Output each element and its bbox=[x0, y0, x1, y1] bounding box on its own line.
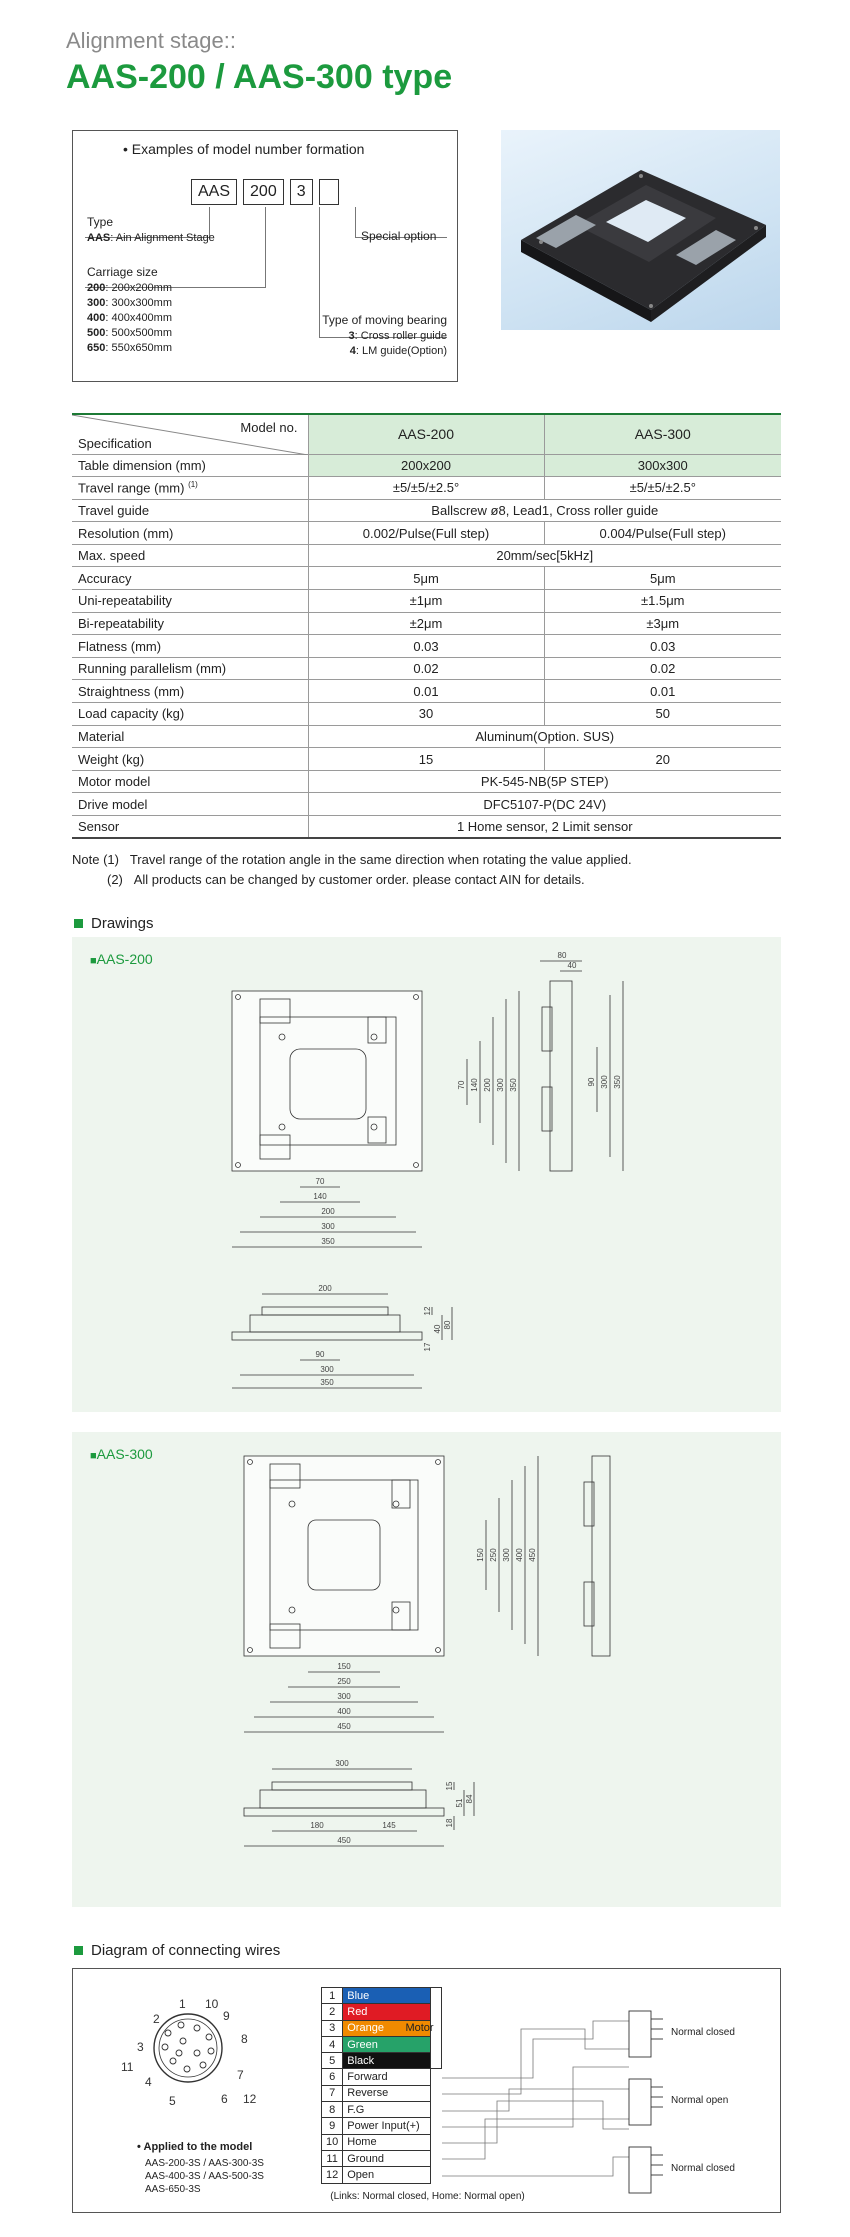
dim-label: 140 bbox=[470, 1078, 479, 1092]
dim-label: 51 bbox=[455, 1798, 464, 1808]
svg-text:11: 11 bbox=[121, 2060, 134, 2074]
spec-table bbox=[72, 413, 781, 839]
wire-pin-number: 4 bbox=[322, 2036, 343, 2052]
wire-name: F.G bbox=[343, 2102, 431, 2118]
wire-name: Ground bbox=[343, 2150, 431, 2166]
dim-label: 350 bbox=[320, 1378, 334, 1387]
table-row: Table dimension (mm) 200x200 300x300 bbox=[72, 454, 781, 477]
page-subtitle: Alignment stage:: bbox=[66, 28, 236, 53]
dim-label: 300 bbox=[600, 1075, 609, 1089]
model-number-heading: • Examples of model number formation bbox=[123, 141, 365, 157]
dim-label: 350 bbox=[321, 1237, 335, 1246]
table-row: Max. speed 20mm/sec[5kHz] bbox=[72, 544, 781, 567]
wiring-diagram-box bbox=[72, 1968, 781, 2213]
dim-label: 12 bbox=[423, 1306, 432, 1316]
table-row: Accuracy 5μm 5μm bbox=[72, 567, 781, 590]
dim-label: 300 bbox=[321, 1222, 335, 1231]
dim-label: 15 bbox=[445, 1781, 454, 1791]
svg-text:3: 3 bbox=[137, 2040, 144, 2054]
table-row: Drive model DFC5107-P(DC 24V) bbox=[72, 793, 781, 816]
code-bearing: 3 bbox=[290, 179, 313, 205]
dim-label: 250 bbox=[337, 1677, 351, 1686]
wire-pin-number: 10 bbox=[322, 2134, 343, 2150]
page-title: AAS-200 / AAS-300 type bbox=[66, 58, 453, 96]
svg-text:6: 6 bbox=[221, 2092, 228, 2106]
dim-label: 17 bbox=[423, 1342, 432, 1352]
dim-label: 400 bbox=[515, 1548, 524, 1562]
table-row: Travel guide Ballscrew ø8, Lead1, Cross roller guide bbox=[72, 499, 781, 522]
dim-label: 300 bbox=[337, 1692, 351, 1701]
table-row: Sensor 1 Home sensor, 2 Limit sensor bbox=[72, 816, 781, 839]
wiring-footer: (Links: Normal closed, Home: Normal open) bbox=[330, 2191, 525, 2202]
dim-label: 145 bbox=[382, 1821, 396, 1830]
dim-label: 70 bbox=[315, 1177, 325, 1186]
spec-header-row bbox=[72, 414, 781, 454]
wire-pin-number: 9 bbox=[322, 2118, 343, 2134]
wire-name: Orange bbox=[343, 2020, 431, 2036]
drawing-label-aas300: ■AAS-300 bbox=[90, 1446, 153, 1462]
table-row: Flatness (mm) 0.03 0.03 bbox=[72, 635, 781, 658]
svg-text:9: 9 bbox=[223, 2009, 230, 2023]
special-option-label: Special option bbox=[361, 229, 437, 243]
sensor-label-3: Normal closed bbox=[671, 2163, 735, 2174]
svg-text:2: 2 bbox=[153, 2012, 160, 2026]
dim-label: 300 bbox=[502, 1548, 511, 1562]
model-number-box bbox=[72, 130, 458, 382]
wire-name: Power Input(+) bbox=[343, 2118, 431, 2134]
carriage-list: 200: 200x200mm 300: 300x300mm 400: 400x400mm 500: 500x500mm 650: 550x650mm bbox=[87, 282, 173, 354]
model-header-aas200: AAS-200 bbox=[308, 414, 544, 454]
type-label: Type bbox=[87, 215, 114, 229]
wire-name: Green bbox=[343, 2036, 431, 2052]
table-row: Material Aluminum(Option. SUS) bbox=[72, 725, 781, 748]
model-code-row bbox=[191, 179, 339, 205]
wire-pin-number: 3 bbox=[322, 2020, 343, 2036]
applied-models: AAS-200-3S / AAS-300-3S AAS-400-3S / AAS-500-3S AAS-650-3S bbox=[145, 2158, 264, 2195]
dim-label: 40 bbox=[433, 1324, 442, 1334]
spec-corner-cell bbox=[72, 414, 308, 454]
wire-name: Reverse bbox=[343, 2085, 431, 2101]
svg-text:4: 4 bbox=[145, 2075, 152, 2089]
dim-label: 300 bbox=[320, 1365, 334, 1374]
table-row: Resolution (mm) 0.002/Pulse(Full step) 0.004/Pulse(Full step) bbox=[72, 522, 781, 545]
code-type: AAS bbox=[191, 179, 237, 205]
wire-name: Blue bbox=[343, 1988, 431, 2004]
dim-label: 84 bbox=[465, 1794, 474, 1804]
drawing-panel-aas200 bbox=[72, 937, 781, 1412]
dim-label: 90 bbox=[315, 1350, 325, 1359]
wire-name: Home bbox=[343, 2134, 431, 2150]
note-1: Note (1) Travel range of the rotation angle in the same direction when rotating the value applied. bbox=[72, 852, 632, 867]
sensor-label-2: Normal open bbox=[671, 2095, 729, 2106]
corner-model-label: Model no. bbox=[240, 420, 298, 435]
dim-label: 18 bbox=[445, 1818, 454, 1828]
dim-label: 400 bbox=[337, 1707, 351, 1716]
dim-label: 350 bbox=[509, 1078, 518, 1092]
dim-label: 200 bbox=[321, 1207, 335, 1216]
wire-name: Open bbox=[343, 2167, 431, 2183]
table-row: Motor model PK-545-NB(5P STEP) bbox=[72, 770, 781, 793]
wire-pin-number: 6 bbox=[322, 2069, 343, 2085]
dim-label: 300 bbox=[335, 1759, 349, 1768]
wire-pin-number: 2 bbox=[322, 2004, 343, 2020]
wire-pin-number: 7 bbox=[322, 2085, 343, 2101]
drawings-heading: Drawings bbox=[74, 915, 154, 932]
dim-label: 180 bbox=[310, 1821, 324, 1830]
dim-label: 450 bbox=[528, 1548, 537, 1562]
section-square-icon bbox=[74, 1946, 83, 1955]
dim-label: 150 bbox=[476, 1548, 485, 1562]
wires-heading: Diagram of connecting wires bbox=[74, 1942, 280, 1959]
svg-text:5: 5 bbox=[169, 2094, 176, 2108]
code-size: 200 bbox=[243, 179, 284, 205]
note-2: (2) All products can be changed by customer order. please contact AIN for details. bbox=[107, 872, 585, 887]
dim-label: 40 bbox=[567, 961, 577, 970]
dim-label: 80 bbox=[443, 1320, 452, 1330]
dim-label: 70 bbox=[457, 1080, 466, 1090]
table-row: Uni-repeatability ±1μm ±1.5μm bbox=[72, 590, 781, 613]
wire-name: Red bbox=[343, 2004, 431, 2020]
carriage-label: Carriage size bbox=[87, 265, 158, 279]
drawing-label-aas200: ■AAS-200 bbox=[90, 951, 153, 967]
product-photo bbox=[501, 130, 780, 330]
dim-label: 200 bbox=[483, 1078, 492, 1092]
dim-label: 300 bbox=[496, 1078, 505, 1092]
dim-label: 90 bbox=[587, 1077, 596, 1087]
dim-label: 450 bbox=[337, 1836, 351, 1845]
svg-text:1: 1 bbox=[179, 1997, 186, 2011]
wire-pin-number: 1 bbox=[322, 1988, 343, 2004]
code-special bbox=[319, 179, 339, 205]
wire-pin-number: 12 bbox=[322, 2167, 343, 2183]
dim-label: 150 bbox=[337, 1662, 351, 1671]
wire-name: Black bbox=[343, 2053, 431, 2069]
dim-label: 450 bbox=[337, 1722, 351, 1731]
svg-text:12: 12 bbox=[243, 2092, 257, 2106]
wiring-lines bbox=[73, 1969, 782, 2214]
table-row: Running parallelism (mm) 0.02 0.02 bbox=[72, 657, 781, 680]
dim-label: 80 bbox=[557, 951, 567, 960]
wire-pin-number: 5 bbox=[322, 2053, 343, 2069]
table-row: Load capacity (kg) 30 50 bbox=[72, 703, 781, 726]
model-header-aas300: AAS-300 bbox=[544, 414, 781, 454]
applied-title: • Applied to the model bbox=[137, 2141, 253, 2153]
wire-pin-number: 8 bbox=[322, 2102, 343, 2118]
svg-text:8: 8 bbox=[241, 2032, 248, 2046]
section-square-icon bbox=[74, 919, 83, 928]
dim-label: 350 bbox=[613, 1075, 622, 1089]
wire-pin-number: 11 bbox=[322, 2150, 343, 2166]
dim-label: 250 bbox=[489, 1548, 498, 1562]
svg-text:7: 7 bbox=[237, 2068, 244, 2082]
svg-text:10: 10 bbox=[205, 1997, 219, 2011]
table-row: Weight (kg) 15 20 bbox=[72, 748, 781, 771]
drawing-panel-aas300 bbox=[72, 1432, 781, 1907]
dim-label: 140 bbox=[313, 1192, 327, 1201]
table-row: Bi-repeatability ±2μm ±3μm bbox=[72, 612, 781, 635]
bearing-label: Type of moving bearing bbox=[322, 313, 447, 327]
motor-group-label: Motor bbox=[398, 1987, 442, 2069]
dim-label: 200 bbox=[318, 1284, 332, 1293]
sensor-label-1: Normal closed bbox=[671, 2027, 735, 2038]
corner-spec-label: Specification bbox=[78, 435, 152, 451]
wire-name: Forward bbox=[343, 2069, 431, 2085]
table-row: Straightness (mm) 0.01 0.01 bbox=[72, 680, 781, 703]
type-desc: AAS: Ain Alignment Stage bbox=[87, 232, 215, 244]
bearing-list: 3: Cross roller guide 4: LM guide(Option) bbox=[348, 330, 447, 357]
table-row: Travel range (mm) $^{(1)}$ ±5/±5/±2.5° ±5/±5/±2.5° bbox=[72, 477, 781, 500]
